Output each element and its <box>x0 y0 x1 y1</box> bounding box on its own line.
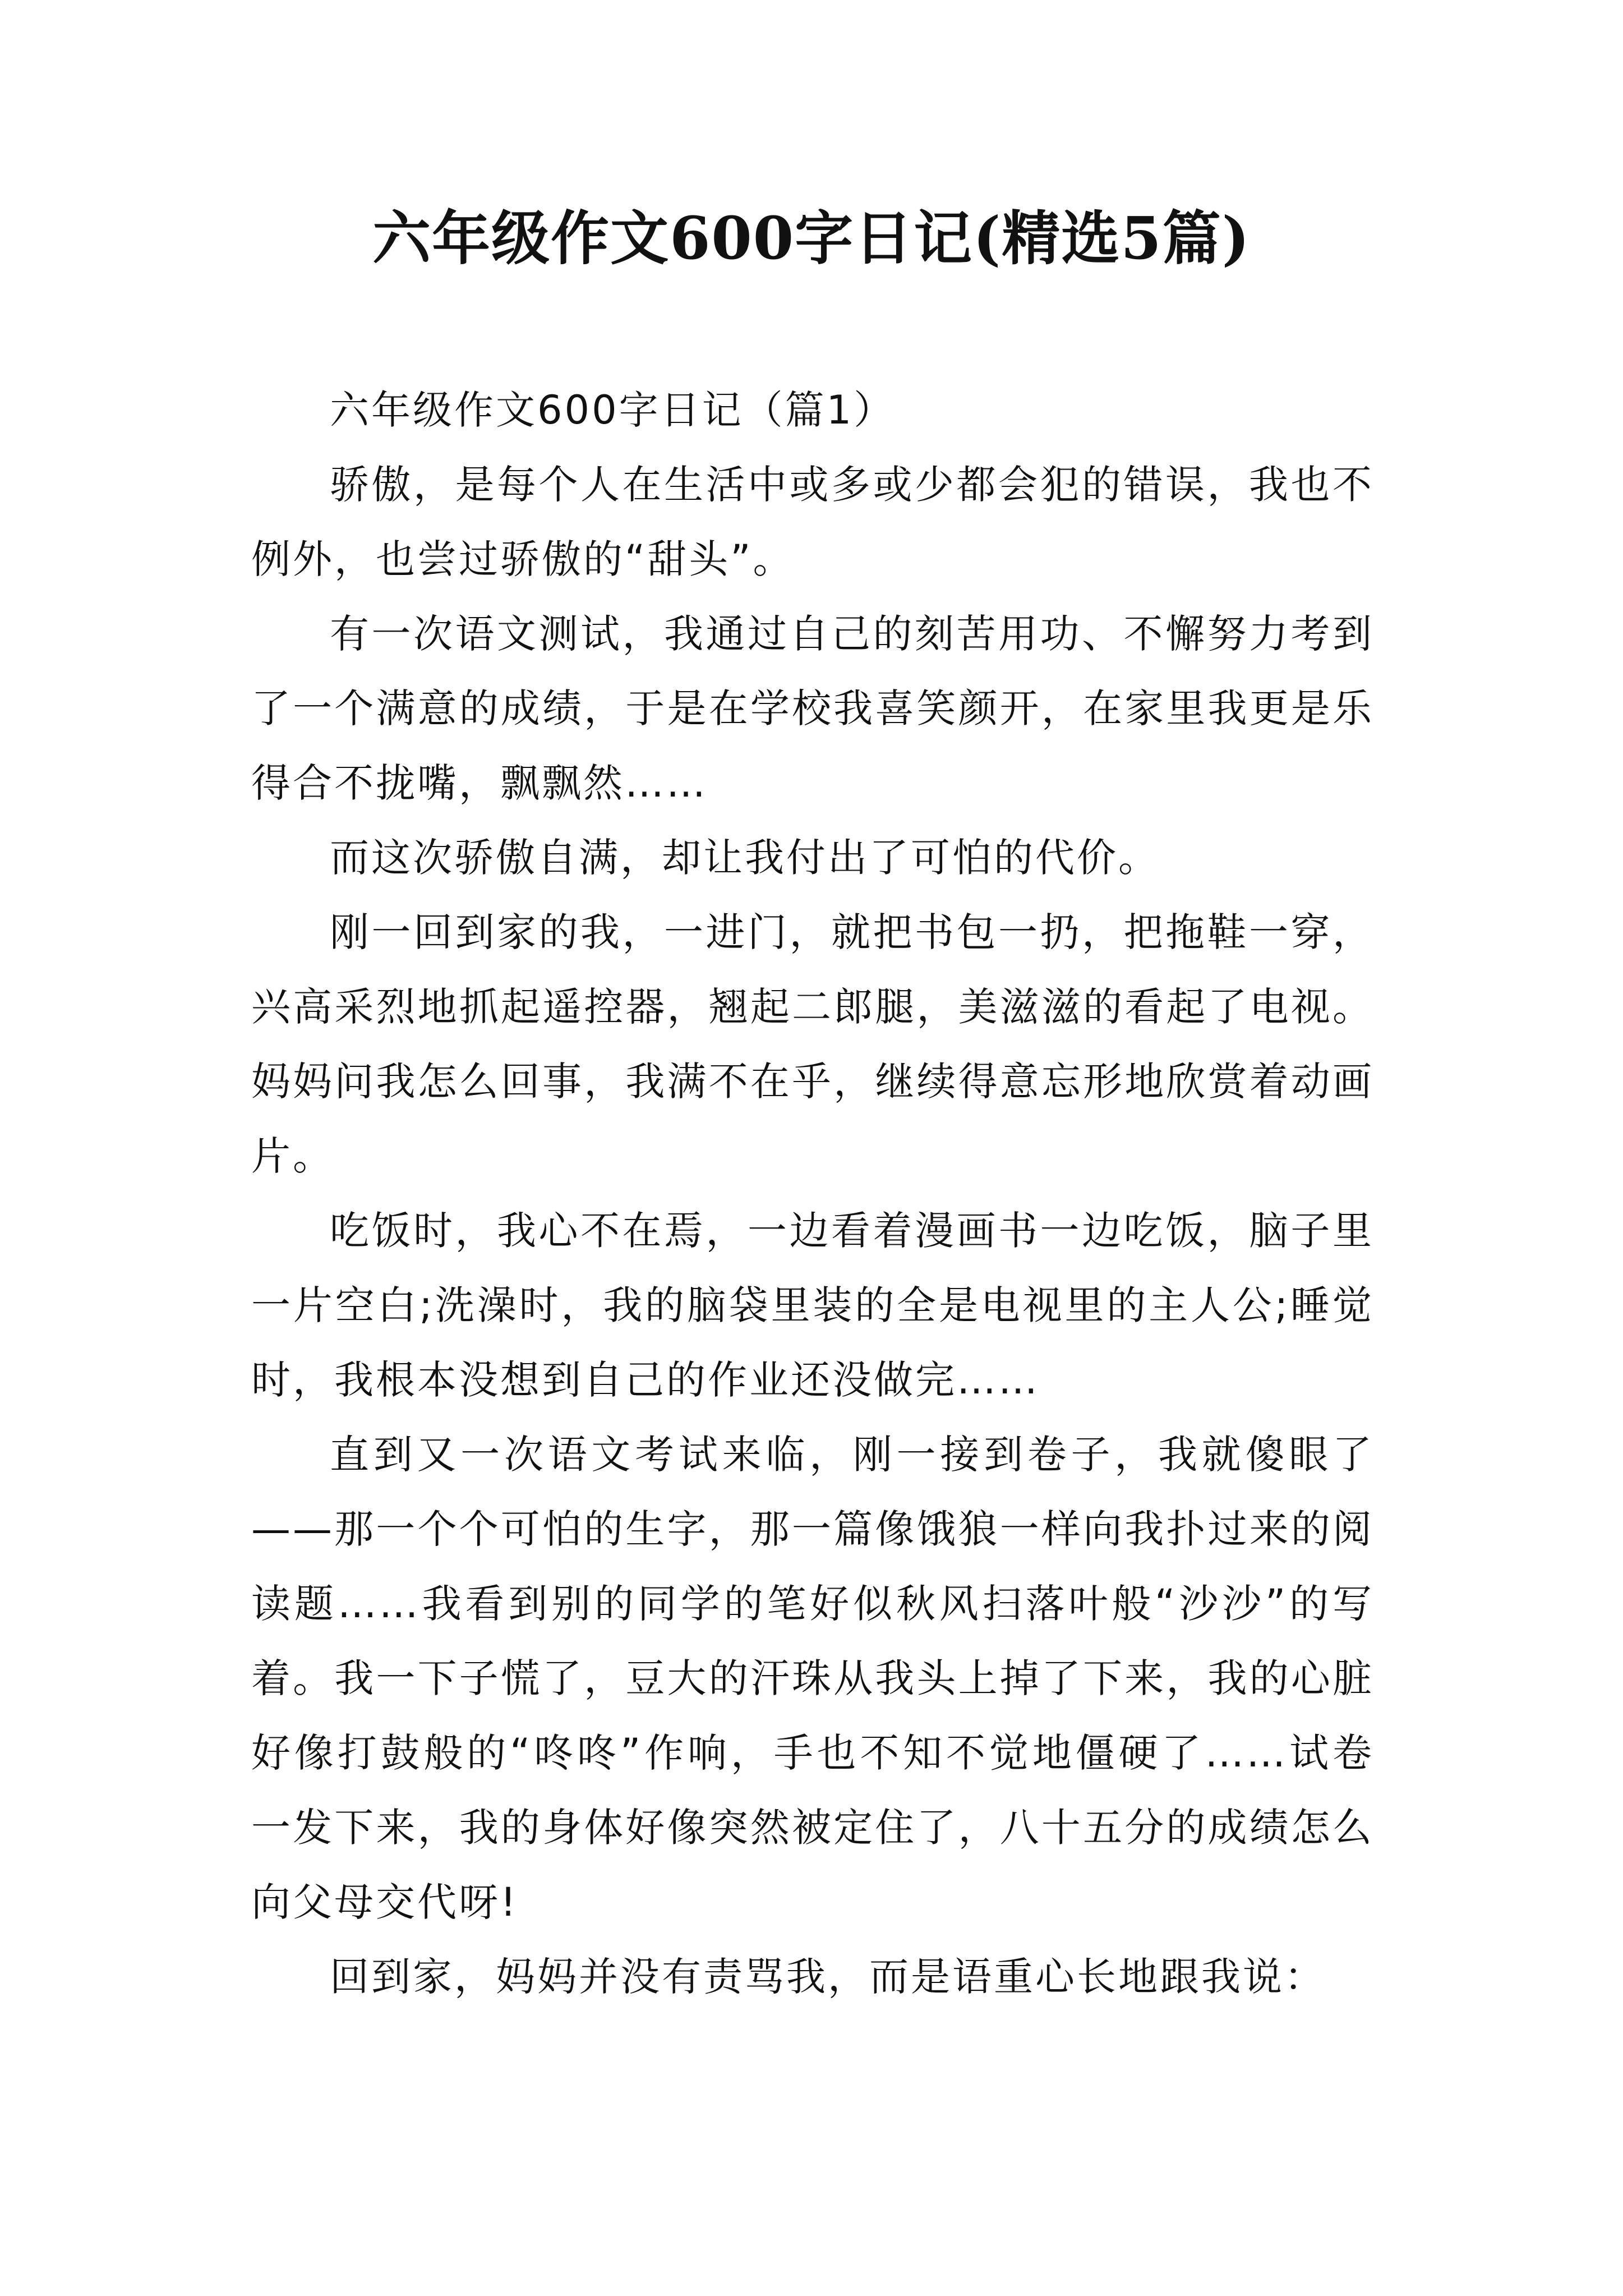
paragraph: 骄傲，是每个人在生活中或多或少都会犯的错误，我也不例外，也尝过骄傲的“甜头”。 <box>251 462 1374 582</box>
section-heading: 六年级作文600字日记（篇1） <box>330 387 896 433</box>
paragraph: 有一次语文测试，我通过自己的刻苦用功、不懈努力考到了一个满意的成绩，于是在学校我喜笑颜开，在家里我更是乐得合不拢嘴，飘飘然…… <box>251 611 1374 806</box>
document-body <box>251 373 1374 2014</box>
paragraph: 吃饭时，我心不在焉，一边看着漫画书一边吃饭，脑子里一片空白;洗澡时，我的脑袋里装的全是电视里的主人公;睡觉时，我根本没想到自己的作业还没做完…… <box>251 1208 1374 1403</box>
paragraph: 刚一回到家的我，一进门，就把书包一扔，把拖鞋一穿，兴高采烈地抓起遥控器，翘起二郎腿，美滋滋的看起了电视。妈妈问我怎么回事，我满不在乎，继续得意忘形地欣赏着动画片。 <box>251 909 1374 1179</box>
document-title: 六年级作文600字日记(精选5篇) <box>372 204 1251 273</box>
paragraph: 直到又一次语文考试来临，刚一接到卷子，我就傻眼了——那一个个可怕的生字，那一篇像饿狼一样向我扑过来的阅读题……我看到别的同学的笔好似秋风扫落叶般“沙沙”的写着。我一下子慌了，豆大的汗珠从我头上掉了下来，我的心脏好像打鼓般的“咚咚”作响，手也不知不觉地僵硬了……试卷一发下来，我的身体好像突然被定住了，八十五分的成绩怎么向父母交代呀! <box>251 1432 1374 1925</box>
paragraph: 而这次骄傲自满，却让我付出了可怕的代价。 <box>330 835 1160 881</box>
paragraph: 回到家，妈妈并没有责骂我，而是语重心长地跟我说： <box>330 1954 1326 2000</box>
